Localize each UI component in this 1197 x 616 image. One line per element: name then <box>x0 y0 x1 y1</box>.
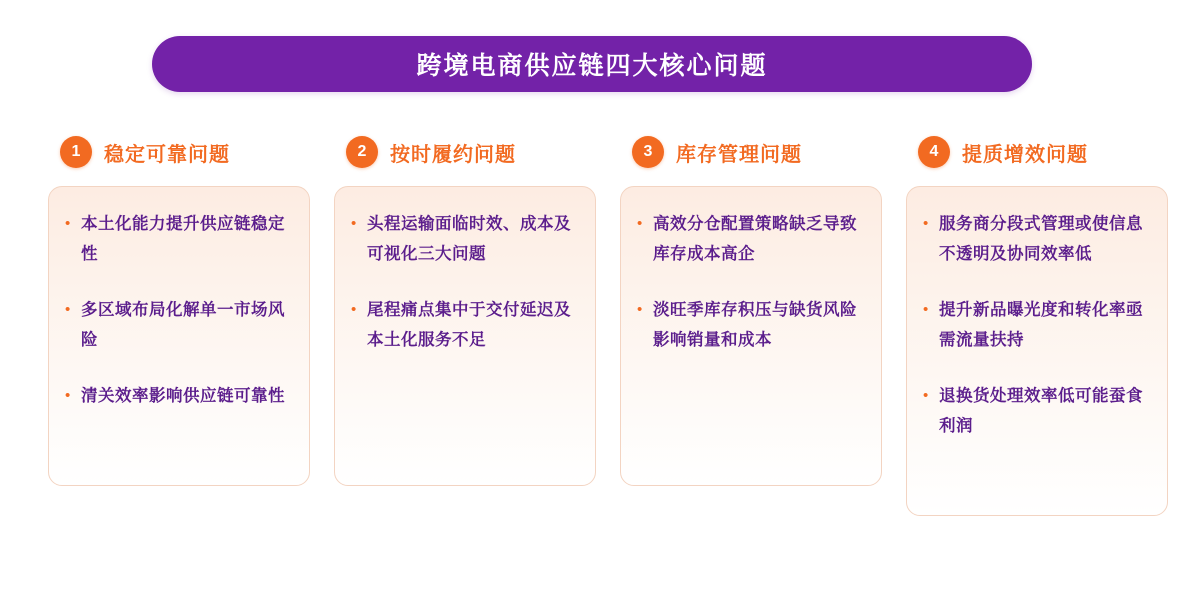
list-item <box>351 295 579 355</box>
column-4 <box>906 128 1168 516</box>
list-item <box>65 381 293 411</box>
column-3-card <box>620 186 882 486</box>
list-item <box>923 295 1151 355</box>
column-2-bullet-list <box>351 209 579 355</box>
column-3-title: 库存管理问题 <box>676 143 802 166</box>
column-2-number-badge: 2 <box>346 136 378 168</box>
bullet-text: 退换货处理效率低可能蚕食利润 <box>939 387 1143 435</box>
list-item <box>65 209 293 269</box>
column-3-bullet-list <box>637 209 865 355</box>
title-banner <box>152 36 1032 92</box>
bullet-text: 清关效率影响供应链可靠性 <box>81 387 285 405</box>
column-4-bullet-list <box>923 209 1151 441</box>
column-1-title: 稳定可靠问题 <box>104 143 230 166</box>
bullet-dot-icon: • <box>923 215 929 232</box>
bullet-text: 淡旺季库存积压与缺货风险影响销量和成本 <box>653 301 857 349</box>
column-4-header <box>906 128 1168 176</box>
bullet-text: 本土化能力提升供应链稳定性 <box>81 215 285 263</box>
bullet-dot-icon: • <box>351 301 357 318</box>
list-item <box>637 295 865 355</box>
bullet-dot-icon: • <box>65 387 71 404</box>
bullet-dot-icon: • <box>65 215 71 232</box>
bullet-dot-icon: • <box>923 387 929 404</box>
bullet-text: 多区域布局化解单一市场风险 <box>81 301 285 349</box>
page-title: 跨境电商供应链四大核心问题 <box>416 52 768 80</box>
bullet-dot-icon: • <box>637 301 643 318</box>
column-1-header <box>48 128 310 176</box>
list-item <box>65 295 293 355</box>
bullet-dot-icon: • <box>637 215 643 232</box>
list-item <box>351 209 579 269</box>
column-1 <box>48 128 310 516</box>
bullet-text: 提升新品曝光度和转化率亟需流量扶持 <box>939 301 1143 349</box>
list-item <box>923 381 1151 441</box>
column-2-card <box>334 186 596 486</box>
column-4-title: 提质增效问题 <box>962 143 1088 166</box>
column-1-bullet-list <box>65 209 293 411</box>
columns-container <box>48 128 1158 516</box>
list-item <box>923 209 1151 269</box>
column-3 <box>620 128 882 516</box>
column-2 <box>334 128 596 516</box>
bullet-dot-icon: • <box>65 301 71 318</box>
bullet-text: 头程运输面临时效、成本及可视化三大问题 <box>367 215 571 263</box>
list-item <box>637 209 865 269</box>
column-3-header <box>620 128 882 176</box>
bullet-text: 服务商分段式管理或使信息不透明及协同效率低 <box>939 215 1143 263</box>
column-3-number-badge: 3 <box>632 136 664 168</box>
column-4-number-badge: 4 <box>918 136 950 168</box>
column-1-number-badge: 1 <box>60 136 92 168</box>
bullet-text: 尾程痛点集中于交付延迟及本土化服务不足 <box>367 301 571 349</box>
bullet-dot-icon: • <box>923 301 929 318</box>
bullet-dot-icon: • <box>351 215 357 232</box>
bullet-text: 高效分仓配置策略缺乏导致库存成本高企 <box>653 215 857 263</box>
column-2-header <box>334 128 596 176</box>
column-4-card <box>906 186 1168 516</box>
column-1-card <box>48 186 310 486</box>
column-2-title: 按时履约问题 <box>390 143 516 166</box>
